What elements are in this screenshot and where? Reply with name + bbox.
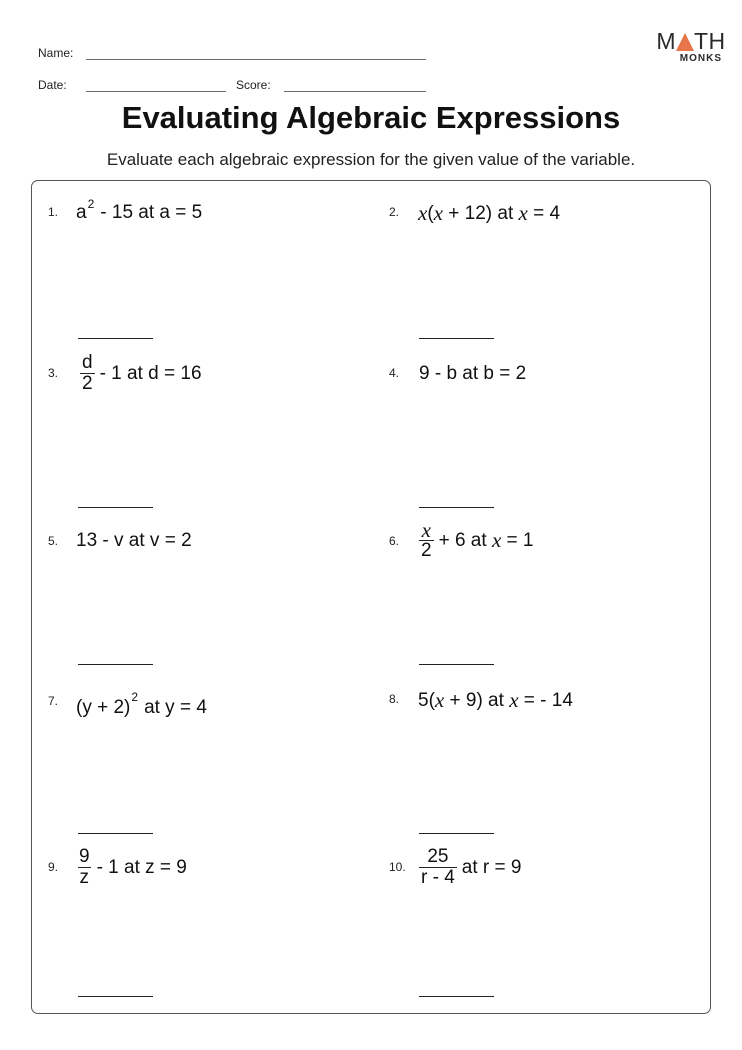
- numerator: 9: [79, 846, 90, 867]
- problem-expression: 9 - b at b = 2: [419, 363, 527, 384]
- date-label: Date:: [38, 78, 67, 92]
- triangle-icon: [676, 33, 694, 51]
- problem-expression: 13 - v at v = 2: [76, 530, 192, 551]
- page-title: Evaluating Algebraic Expressions: [121, 100, 621, 135]
- answer-line[interactable]: [419, 833, 494, 834]
- fraction: [419, 520, 434, 561]
- denominator: r - 4: [421, 867, 455, 888]
- fraction: [419, 847, 457, 888]
- denominator: z: [79, 867, 90, 888]
- expr-base: (y + 2): [76, 697, 131, 718]
- name-field[interactable]: [86, 59, 426, 60]
- expr-var: x: [518, 201, 528, 225]
- problem-expression: [418, 201, 560, 226]
- problem-expression: [76, 197, 203, 224]
- problem-number: 5.: [48, 534, 59, 548]
- expr-base: a: [76, 202, 87, 223]
- score-label: Score:: [236, 78, 271, 92]
- problem-number: 8.: [389, 692, 400, 706]
- fraction: [77, 847, 92, 888]
- problems-box: [31, 180, 711, 1014]
- answer-line[interactable]: [78, 507, 153, 508]
- expr-var: x: [418, 201, 428, 225]
- expr-text: = 4: [527, 202, 561, 224]
- math-monks-logo: [656, 30, 726, 65]
- problem-number: 4.: [389, 366, 400, 380]
- expr-text: 5(: [418, 689, 435, 711]
- numerator: x: [421, 518, 431, 542]
- expr-var: x: [491, 528, 502, 552]
- problem-expression: [80, 353, 202, 394]
- expr-exponent: 2: [87, 197, 95, 211]
- answer-line[interactable]: [419, 338, 494, 339]
- denominator: 2: [82, 373, 93, 394]
- numerator: d: [82, 352, 93, 373]
- problem-number: 7.: [48, 694, 59, 708]
- expr-text: = 1: [501, 529, 534, 551]
- problem-number: 6.: [389, 534, 400, 548]
- expr-rest: - 1 at z = 9: [96, 856, 187, 878]
- logo-letter-m: M: [656, 28, 676, 54]
- problem-expression: [419, 520, 534, 561]
- expr-text: + 6 at: [438, 529, 492, 551]
- denominator: 2: [421, 540, 432, 561]
- fraction: [80, 353, 95, 394]
- expr-var: x: [433, 201, 443, 225]
- expr-rest: at r = 9: [461, 856, 522, 878]
- problem-number: 9.: [48, 860, 59, 874]
- answer-line[interactable]: [78, 664, 153, 665]
- answer-line[interactable]: [78, 833, 153, 834]
- problem-number: 1.: [48, 205, 59, 219]
- problem-number: 3.: [48, 366, 59, 380]
- date-field[interactable]: [86, 91, 226, 92]
- expr-text: (: [427, 202, 434, 224]
- expr-exponent: 2: [131, 690, 139, 704]
- problem-expression: [76, 690, 207, 719]
- score-field[interactable]: [284, 91, 426, 92]
- problem-expression: [418, 688, 573, 713]
- expr-rest: - 15 at a = 5: [100, 202, 203, 223]
- logo-monks: MONKS: [679, 53, 722, 64]
- problem-number: 2.: [389, 205, 400, 219]
- expr-rest: - 1 at d = 16: [99, 362, 202, 384]
- problem-number: 10.: [389, 860, 406, 874]
- instructions: Evaluate each algebraic expression for the given value of the variable.: [106, 150, 636, 169]
- problem-expression: [419, 847, 521, 888]
- name-label: Name:: [38, 46, 74, 60]
- expr-text: + 12) at: [442, 202, 519, 224]
- answer-line[interactable]: [419, 996, 494, 997]
- numerator: 25: [427, 846, 449, 867]
- expr-var: x: [434, 688, 445, 712]
- expr-text: = - 14: [518, 689, 573, 711]
- answer-line[interactable]: [78, 996, 153, 997]
- answer-line[interactable]: [419, 664, 494, 665]
- logo-letters-th: TH: [694, 28, 726, 54]
- answer-line[interactable]: [419, 507, 494, 508]
- expr-text: + 9) at: [444, 689, 510, 711]
- expr-var: x: [509, 688, 519, 712]
- expr-rest: at y = 4: [144, 697, 207, 718]
- answer-line[interactable]: [78, 338, 153, 339]
- problem-expression: [77, 847, 187, 888]
